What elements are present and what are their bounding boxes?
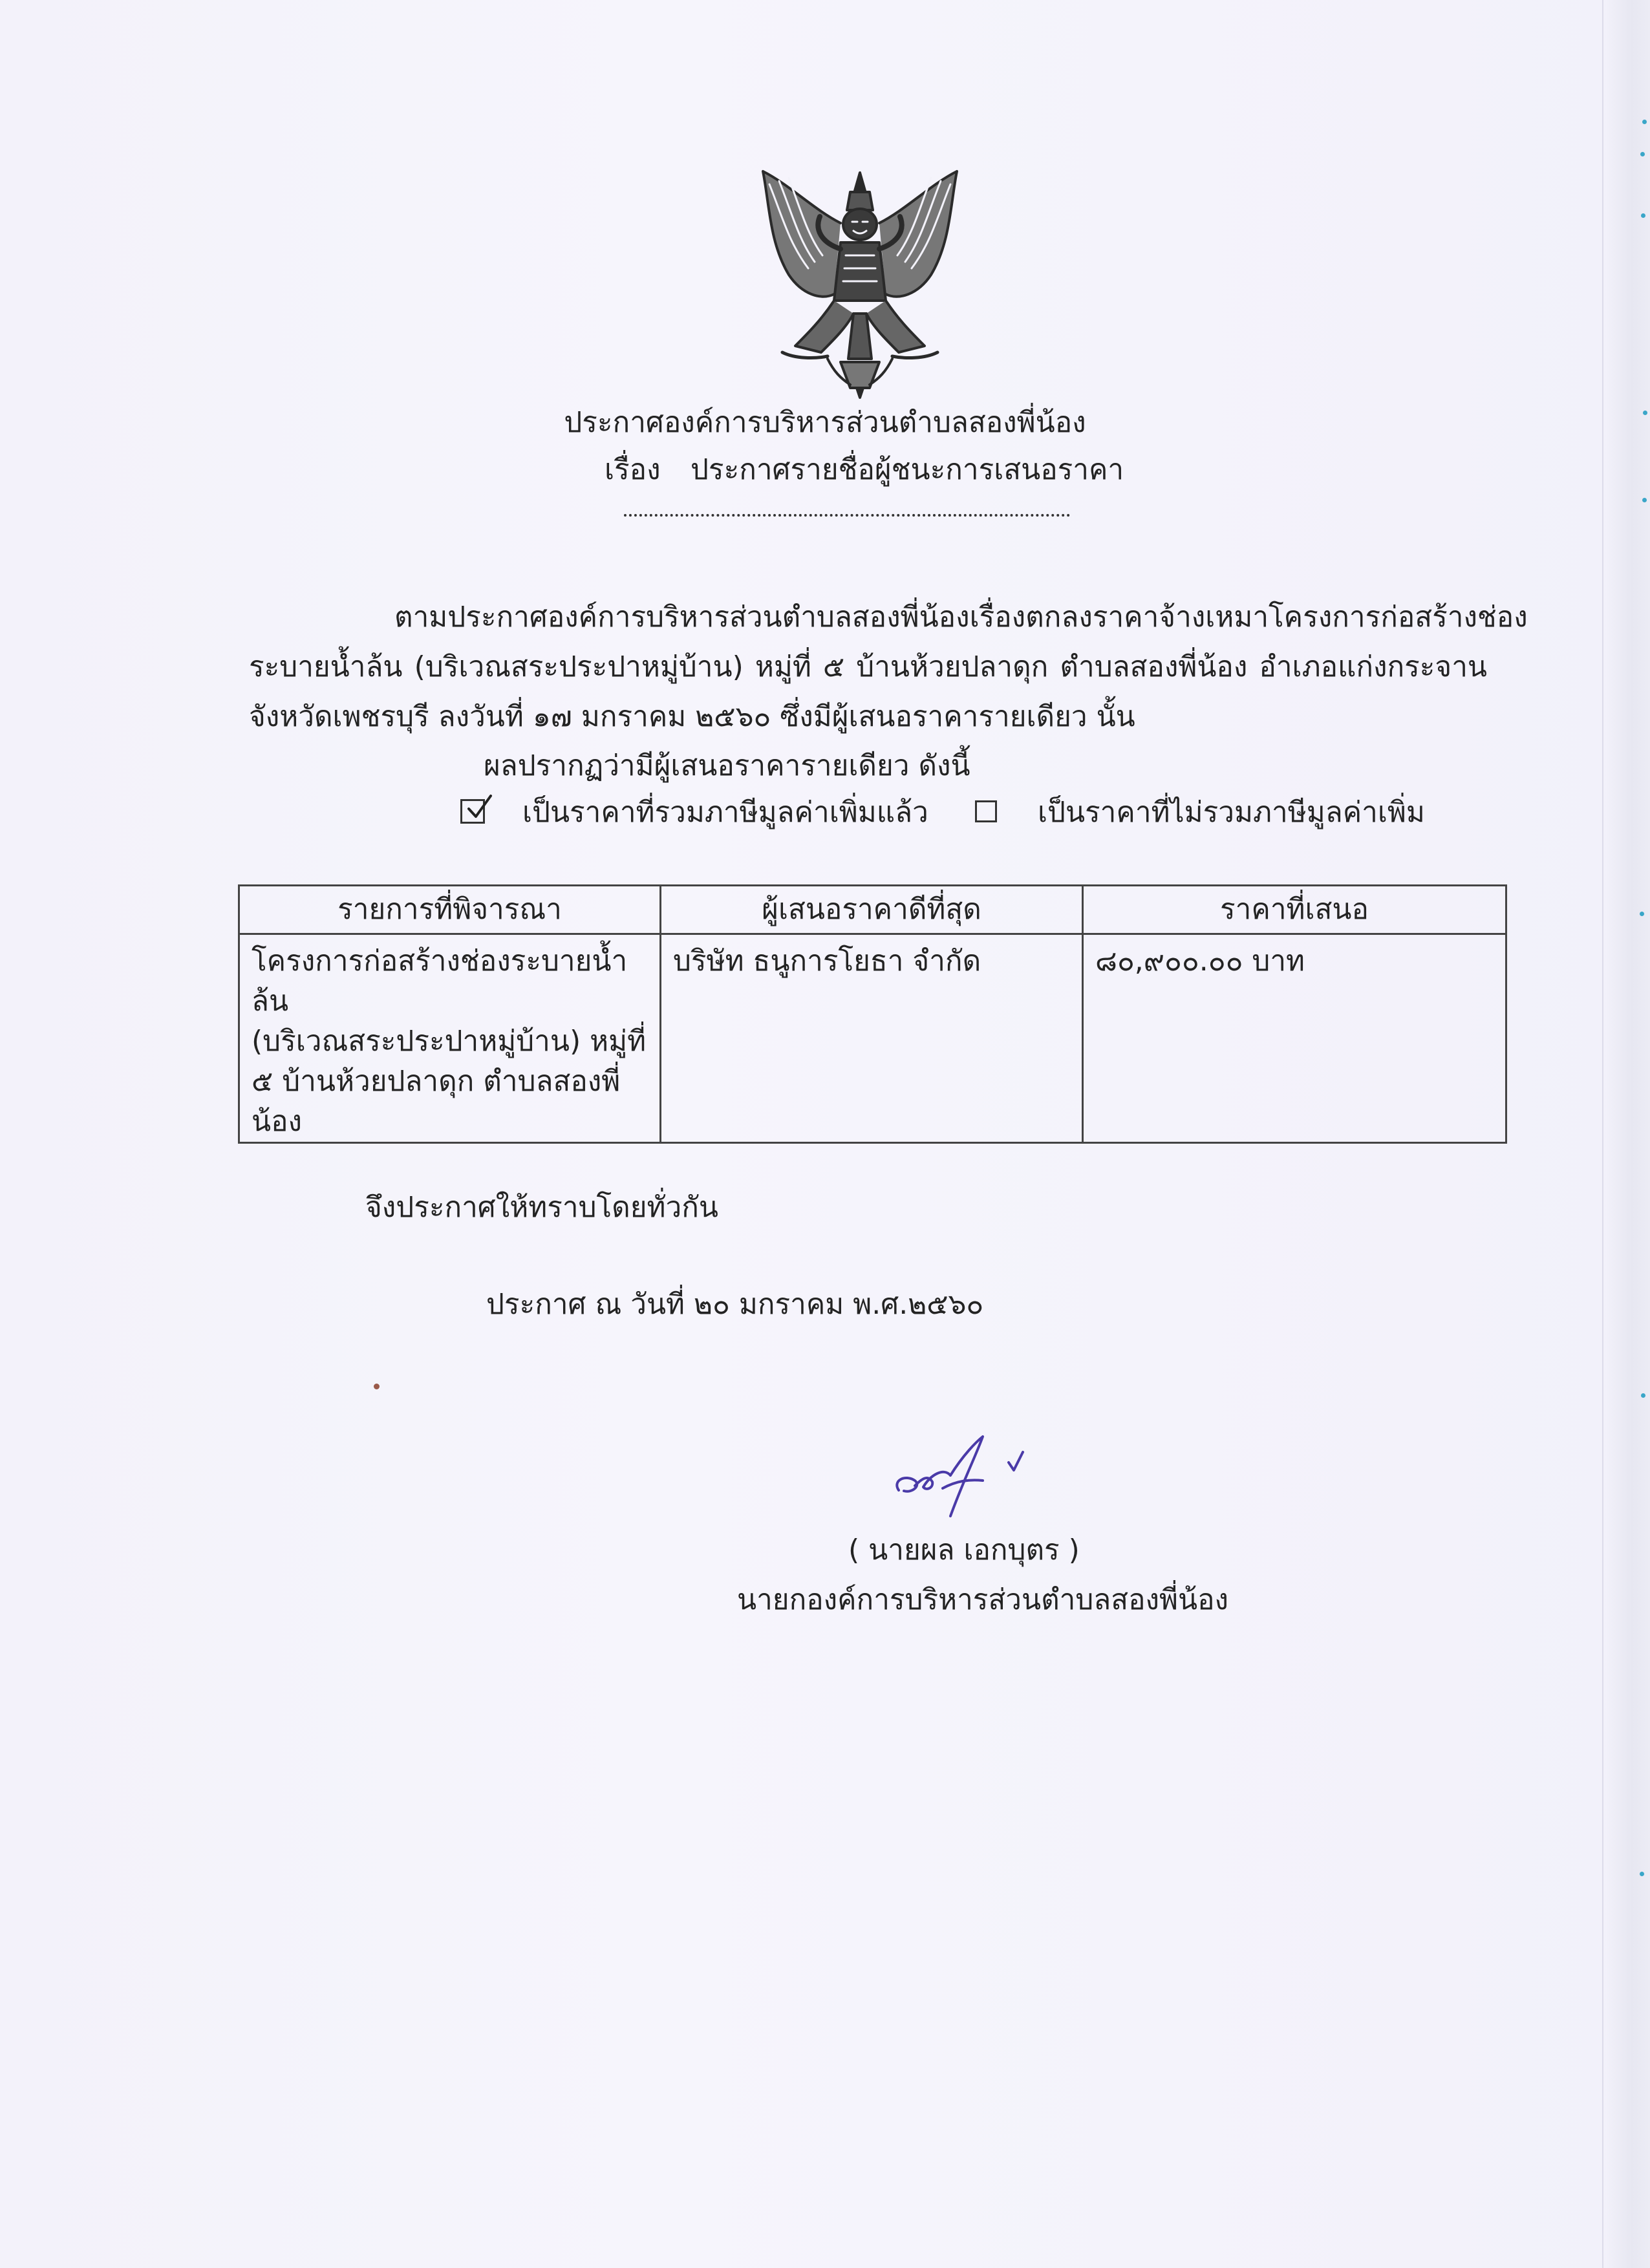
bid-result-table [238,884,1507,1144]
item-line: โครงการก่อสร้างช่องระบายน้ำล้น [252,945,628,1018]
vat-excluded-checkbox[interactable] [975,800,997,822]
vat-included-label: เป็นราคาที่รวมภาษีมูลค่าเพิ่มแล้ว [522,796,928,829]
price-cell [1083,934,1506,1143]
paragraph-text: (บริเวณสระประปาหมู่บ้าน) [414,650,744,683]
bidder-cell [661,934,1083,1143]
paragraph-text: ตำบลสองพี่น้อง [1060,650,1248,683]
paragraph-line-2 [249,648,1487,687]
table-row [239,934,1506,1143]
item-line: ๕ บ้านห้วยปลาดุก ตำบลสองพี่ [252,1065,621,1098]
paragraph-text: ระบายน้ำล้น [249,650,403,683]
column-header-item: รายการที่พิจารณา [239,886,661,934]
scan-fleck [1641,1393,1645,1398]
paragraph-text: ตกลงราคาจ้างเหมาโครงการก่อสร้างช่อง [1025,601,1528,634]
scan-fleck [1641,213,1645,218]
scan-fleck [374,1384,380,1389]
column-header-bidder: ผู้เสนอราคาดีที่สุด [661,886,1083,934]
item-line: (บริเวณสระประปาหมู่บ้าน) หมู่ที่ [252,1025,647,1058]
garuda-emblem-icon [744,165,976,401]
item-cell [239,934,661,1143]
paragraph-text: ๕ [822,650,845,683]
page-edge-shadow [1605,0,1650,2268]
paragraph-text: หมู่ที่ [755,650,811,683]
subject-label: เรื่อง [605,453,661,486]
handwritten-signature [886,1429,1047,1526]
vat-included-checkbox[interactable] [460,799,485,824]
organization-title: ประกาศองค์การบริหารส่วนตำบลสองพี่น้อง [564,406,1086,439]
paragraph-text: อำเภอแก่งกระจาน [1259,650,1487,683]
scan-fleck [1642,498,1647,502]
scan-fleck [1642,120,1647,124]
scan-fleck [1640,152,1645,156]
dotted-separator [624,514,1070,517]
bidder-name: บริษัท ธนูการโยธา จำกัด [673,945,981,978]
announcement-date: ประกาศ ณ วันที่ ๒๐ มกราคม พ.ศ.๒๕๖๐ [486,1288,984,1321]
signer-position: นายกองค์การบริหารส่วนตำบลสองพี่น้อง [737,1583,1229,1616]
closing-statement: จึงประกาศให้ทราบโดยทั่วกัน [365,1191,718,1224]
paragraph-text: บ้านห้วยปลาดุก [856,650,1049,683]
offered-price: ๘๐,๙๐๐.๐๐ บาท [1095,945,1305,978]
vat-excluded-label: เป็นราคาที่ไม่รวมภาษีมูลค่าเพิ่ม [1038,796,1425,829]
item-line: น้อง [252,1105,302,1138]
table-header-row [239,886,1506,934]
paragraph-line-1 [394,598,1528,637]
subject-text: ประกาศรายชื่อผู้ชนะการเสนอราคา [691,453,1124,486]
paragraph-line-3: จังหวัดเพชรบุรี ลงวันที่ ๑๗ มกราคม ๒๕๖๐ ซึ่งมีผู้เสนอราคารายเดียว นั้น [249,700,1135,733]
result-line: ผลปรากฏว่ามีผู้เสนอราคารายเดียว ดังนี้ [484,749,970,782]
page-edge-line [1602,0,1603,2268]
scan-fleck [1640,1872,1644,1876]
signer-name: ( นายผล เอกบุตร ) [848,1534,1080,1567]
checkmark-icon [465,793,493,822]
scan-fleck [1640,912,1644,916]
paragraph-text: เรื่อง [969,601,1026,634]
paragraph-text: ตามประกาศองค์การบริหารส่วนตำบลสองพี่น้อง [394,601,970,634]
column-header-price: ราคาที่เสนอ [1083,886,1506,934]
